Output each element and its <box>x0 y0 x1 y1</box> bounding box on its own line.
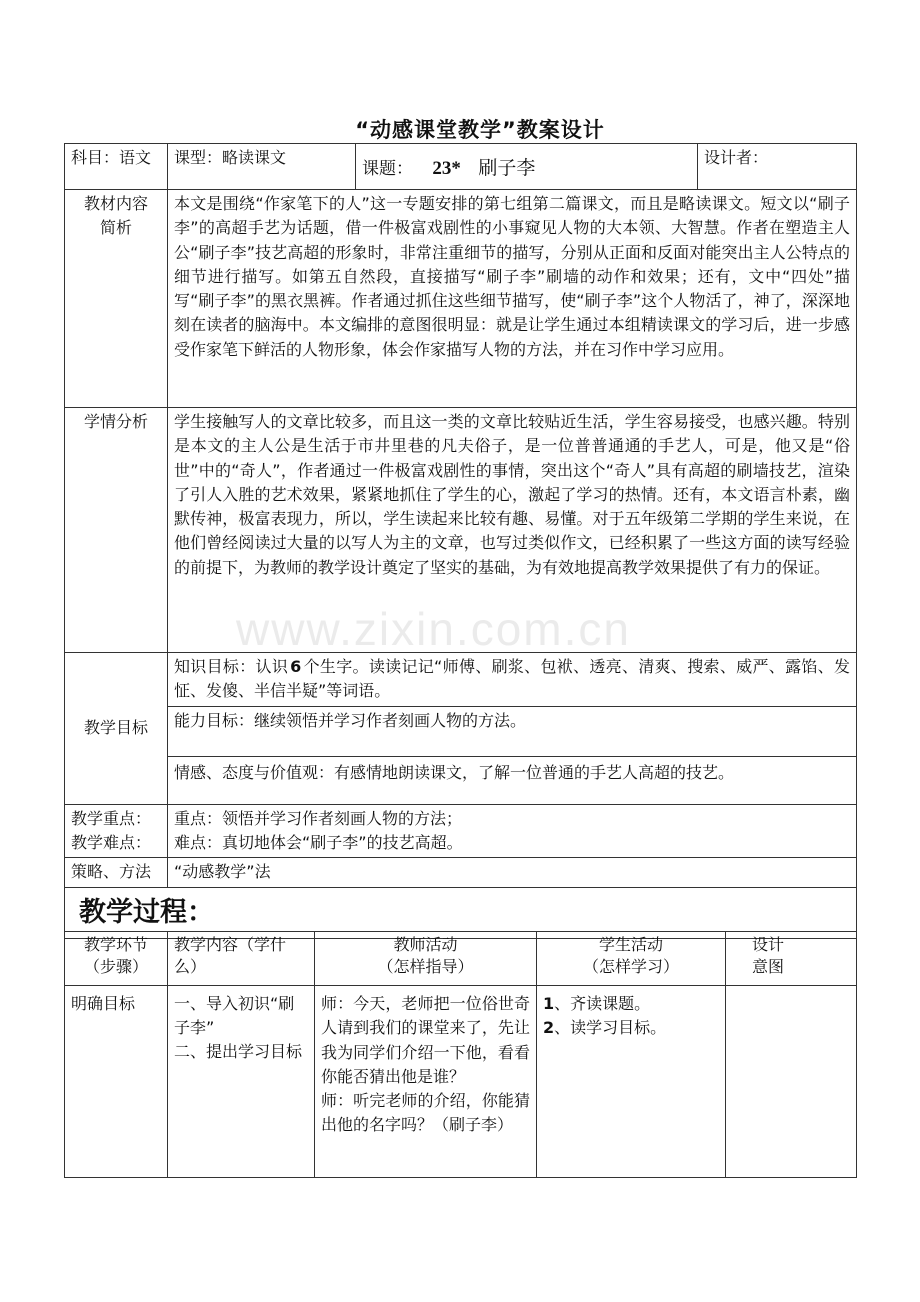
process-header-row <box>65 932 857 986</box>
designer-cell: 设计者： <box>698 144 857 190</box>
goals-label: 教学目标 <box>65 653 168 805</box>
col-student: 学生活动 （怎样学习） <box>537 932 726 986</box>
course-type-cell: 课型：略读课文 <box>168 144 356 190</box>
learner-label: 学情分析 <box>65 408 168 653</box>
learner-text: 学生接触写人的文章比较多，而且这一类的文章比较贴近生活，学生容易接受，也感兴趣。特别是本文的主人公是生活于市井里巷的凡夫俗子，是一位普普通通的手艺人，可是，他又是“俗世”中的“奇人”，作者通过一件极富戏剧性的事情，突出这个“奇人”具有高超的刷墙技艺，渲染了引人入胜的艺术效果，紧紧地抓住了学生的心，激起了学习的热情。还有，本文语言朴素，幽默传神，极富表现力，所以，学生读起来比较有趣、易懂。对于五年级第二学期的学生来说，在他们曾经阅读过大量的以写人为主的文章，也写过类似作文，已经积累了一些这方面的读写经验的前提下，为教师的教学设计奠定了坚实的基础，为有效地提高教学效果提供了有力的保证。 <box>168 408 857 653</box>
col-step: 教学环节 （步骤） <box>65 932 168 986</box>
col-content: 教学内容（学什么） <box>168 932 315 986</box>
topic-name: 刷子李 <box>478 157 536 179</box>
row-teacher: 师：今天，老师把一位俗世奇人请到我们的课堂来了，先让我为同学们介绍一下他，看看你能否猜出他是谁？ 师：听完老师的介绍，你能猜出他的名字吗？（刷子李） <box>315 986 537 1178</box>
focus-row <box>65 804 857 857</box>
subject-cell: 科目：语文 <box>65 144 168 190</box>
topic-cell <box>356 144 698 190</box>
header-row <box>65 144 857 190</box>
topic-number: 23* <box>432 158 461 179</box>
watermark: www.zixin.com.cn <box>236 603 631 655</box>
learner-row <box>65 408 857 653</box>
goal-emotion-row <box>65 756 857 804</box>
goal-ability-row <box>65 706 857 756</box>
strategy-label: 策略、方法 <box>65 857 168 887</box>
col-intent: 设计 意图 <box>726 932 857 986</box>
strategy-row <box>65 857 857 887</box>
col-teacher: 教师活动 （怎样指导） <box>315 932 537 986</box>
row-intent <box>726 986 857 1178</box>
focus-label: 教学重点： 教学难点： <box>65 804 168 857</box>
material-text: 本文是围绕“作家笔下的人”这一专题安排的第七组第二篇课文，而且是略读课文。短文以“刷子李”的高超手艺为话题，借一件极富戏剧性的小事窥见人物的大本领、大智慧。作者在塑造主人公“刷子李”技艺高超的形象时，非常注重细节的描写，分别从正面和反面对能突出主人公特点的细节进行描写。如第五自然段，直接描写“刷子李”刷墙的动作和效果；还有，文中“四处”描写“刷子李”的黑衣黑裤。作者通过抓住这些细节描写，使“刷子李”这个人物活了，神了，深深地刻在读者的脑海中。本文编排的意图很明显：就是让学生通过本组精读课文的学习后，进一步感受作家笔下鲜活的人物形象，体会作家描写人物的方法，并在习作中学习应用。 <box>168 190 857 408</box>
row-student: 1、齐读课题。 2、读学习目标。 <box>537 986 726 1178</box>
topic-label: 课题： <box>362 159 413 179</box>
row-content: 一、导入初识“刷子李” 二、提出学习目标 <box>168 986 315 1178</box>
goal-emotion: 情感、态度与价值观：有感情地朗读课文，了解一位普通的手艺人高超的技艺。 <box>168 756 857 804</box>
goal-ability: 能力目标：继续领悟并学习作者刻画人物的方法。 <box>168 706 857 756</box>
page-title: “动感课堂教学”教案设计 <box>355 118 605 142</box>
process-row <box>65 986 857 1178</box>
material-label: 教材内容 简析 <box>65 190 168 408</box>
focus-text: 重点：领悟并学习作者刻画人物的方法； 难点：真切地体会“刷子李”的技艺高超。 <box>168 804 857 857</box>
goal-knowledge-row <box>65 653 857 707</box>
strategy-value: “动感教学”法 <box>168 857 857 887</box>
process-table <box>64 931 857 1178</box>
process-heading: 教学过程： <box>65 887 857 938</box>
lesson-info-table <box>64 143 857 939</box>
goal-knowledge: 知识目标：认识 6 个生字。读读记记“师傅、刷浆、包袱、透亮、清爽、搜索、威严、露馅、发怔、发傻、半信半疑”等词语。 <box>168 653 857 707</box>
material-row <box>65 190 857 408</box>
row-step: 明确目标 <box>65 986 168 1178</box>
